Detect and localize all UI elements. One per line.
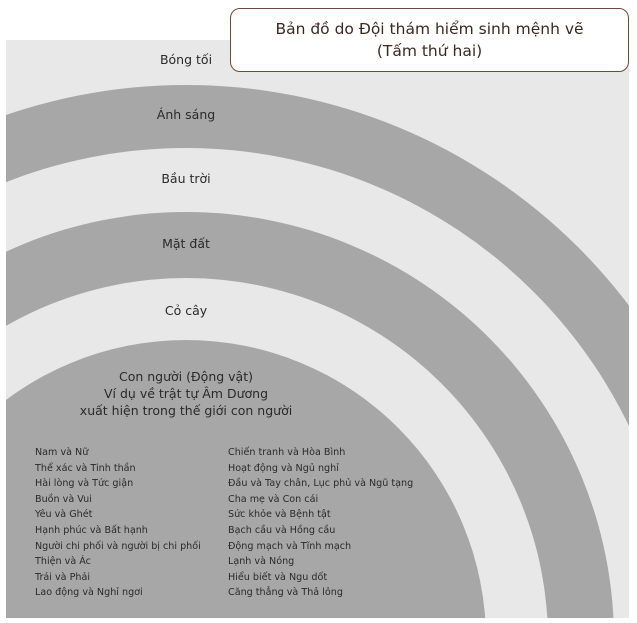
human-heading-line-2: Ví dụ về trật tự Âm Dương	[103, 386, 269, 401]
human-heading	[80, 368, 292, 419]
pair-item: Nam và Nữ	[35, 447, 89, 458]
title-line-2: (Tấm thứ hai)	[376, 42, 483, 60]
title-box	[230, 8, 629, 72]
band-label-light: Ánh sáng	[156, 107, 216, 122]
human-heading-line-1: Con người (Động vật)	[118, 369, 254, 384]
yin-yang-pairs-left	[35, 445, 201, 601]
pair-item: Sức khỏe và Bệnh tật	[228, 509, 331, 521]
human-heading-line-3: xuất hiện trong thế giới con người	[79, 403, 293, 418]
pair-item: Đầu và Tay chân, Lục phủ và Ngũ tạng	[228, 478, 414, 490]
pair-item: Buồn và Vui	[35, 493, 92, 505]
pair-item: Người chi phối và người bị chi phối	[35, 540, 201, 552]
band-label-sky: Bầu trời	[161, 171, 211, 186]
pair-item: Yêu và Ghét	[35, 509, 93, 521]
pair-item: Chiến tranh và Hòa Bình	[228, 447, 346, 458]
yin-yang-pairs-right	[228, 445, 413, 601]
band-label-darkness: Bóng tối	[159, 52, 213, 67]
pair-item: Lao động và Nghỉ ngơi	[35, 587, 143, 599]
band-label-plants: Cỏ cây	[164, 303, 208, 318]
pair-item: Thể xác và Tinh thần	[35, 462, 136, 474]
pair-item: Căng thẳng và Thả lỏng	[228, 587, 343, 599]
pair-item: Động mạch và Tĩnh mạch	[228, 540, 352, 552]
band-label-earth: Mặt đất	[162, 236, 210, 251]
pair-item: Hạnh phúc và Bất hạnh	[35, 524, 148, 536]
pair-item: Hoạt động và Ngủ nghỉ	[228, 462, 339, 474]
pair-item: Lạnh và Nóng	[228, 556, 295, 568]
pair-item: Cha mẹ và Con cái	[228, 493, 319, 505]
pair-item: Bạch cầu và Hồng cầu	[228, 524, 336, 536]
pair-item: Thiện và Ác	[35, 556, 91, 568]
pair-item: Hiểu biết và Ngu dốt	[228, 571, 328, 583]
pair-item: Hài lòng và Tức giận	[35, 478, 134, 490]
pair-item: Trái và Phải	[35, 571, 91, 583]
title-line-1: Bản đồ do Đội thám hiểm sinh mệnh vẽ	[275, 20, 584, 38]
